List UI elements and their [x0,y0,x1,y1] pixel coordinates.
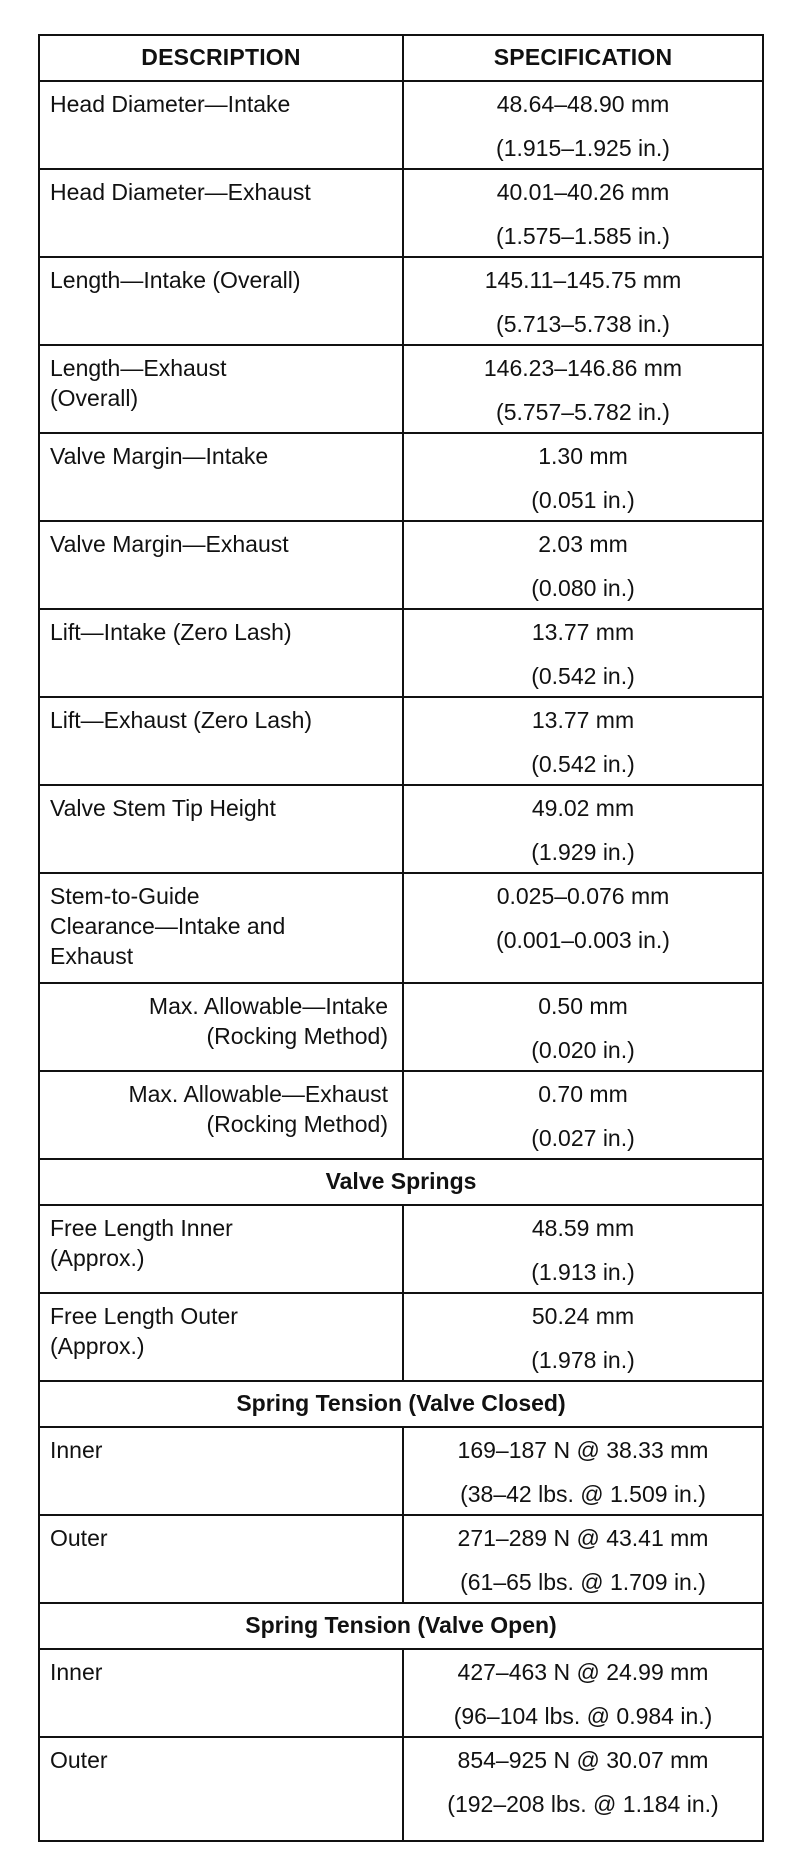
imperial-value: (0.027 in.) [531,1125,635,1151]
section-title-tension-open: Spring Tension (Valve Open) [39,1603,763,1649]
description-line: Lift—Exhaust (Zero Lash) [50,707,313,733]
row-description [39,257,403,345]
row-specification [403,521,763,609]
specification-column-header: SPECIFICATION [403,35,763,81]
table-row [39,1427,763,1515]
table-row [39,1649,763,1737]
row-description [39,609,403,697]
table-row [39,609,763,697]
imperial-value: (5.757–5.782 in.) [496,399,670,425]
table-row [39,1293,763,1381]
row-specification [403,169,763,257]
description-line: Free Length Inner [50,1215,233,1241]
table-row [39,1515,763,1603]
metric-value: 0.025–0.076 mm [496,883,670,909]
description-line: (Approx.) [50,1332,145,1359]
description-line: Outer [50,1747,108,1773]
table-row [39,257,763,345]
table-row [39,697,763,785]
table-row [39,81,763,169]
description-line: (Overall) [50,384,139,411]
imperial-value: (0.020 in.) [531,1037,635,1063]
row-description [39,785,403,873]
description-line: Head Diameter—Exhaust [50,179,311,205]
description-line: (Rocking Method) [206,1022,388,1049]
description-line: Valve Margin—Exhaust [50,531,289,557]
row-description [39,1293,403,1381]
description-line: Valve Stem Tip Height [50,795,276,821]
row-specification [403,433,763,521]
imperial-value: (61–65 lbs. @ 1.709 in.) [460,1569,706,1595]
description-line: (Rocking Method) [206,1110,388,1137]
table-row [39,873,763,983]
imperial-value: (38–42 lbs. @ 1.509 in.) [460,1481,706,1507]
metric-value: 13.77 mm [531,619,635,645]
row-specification [403,609,763,697]
description-line: Inner [50,1437,103,1463]
metric-value: 146.23–146.86 mm [483,355,683,381]
row-specification [403,345,763,433]
row-specification [403,1737,763,1841]
metric-value: 854–925 N @ 30.07 mm [457,1747,709,1773]
section-header-row [39,1159,763,1205]
imperial-value: (5.713–5.738 in.) [496,311,670,337]
metric-value: 1.30 mm [538,443,628,469]
description-line: Length—Exhaust [50,355,227,381]
description-column-header: DESCRIPTION [39,35,403,81]
description-line: Max. Allowable—Intake [148,993,388,1019]
metric-value: 0.70 mm [538,1081,628,1107]
metric-value: 48.64–48.90 mm [496,91,670,117]
imperial-value: (1.915–1.925 in.) [496,135,670,161]
row-specification [403,81,763,169]
imperial-value: (96–104 lbs. @ 0.984 in.) [453,1703,713,1729]
row-specification [403,983,763,1071]
table-row [39,785,763,873]
section-title-tension-closed: Spring Tension (Valve Closed) [39,1381,763,1427]
row-description [39,1737,403,1841]
row-description [39,1427,403,1515]
description-line: Length—Intake (Overall) [50,267,301,293]
row-specification [403,257,763,345]
metric-value: 271–289 N @ 43.41 mm [457,1525,709,1551]
description-line: Inner [50,1659,103,1685]
section-header-row [39,1381,763,1427]
description-line: Lift—Intake (Zero Lash) [50,619,292,645]
description-line: Clearance—Intake and [50,912,286,939]
metric-value: 49.02 mm [531,795,635,821]
imperial-value: (0.051 in.) [531,487,635,513]
description-line: Outer [50,1525,108,1551]
row-description [39,697,403,785]
row-specification [403,1293,763,1381]
metric-value: 145.11–145.75 mm [484,267,682,293]
imperial-value: (1.978 in.) [531,1347,635,1373]
row-description [39,345,403,433]
row-specification [403,1515,763,1603]
imperial-value: (0.001–0.003 in.) [496,927,670,953]
imperial-value: (1.575–1.585 in.) [496,223,670,249]
table-row [39,1071,763,1159]
metric-value: 13.77 mm [531,707,635,733]
description-line: Exhaust [50,942,134,969]
row-description [39,1205,403,1293]
imperial-value: (0.542 in.) [531,751,635,777]
row-description [39,983,403,1071]
metric-value: 40.01–40.26 mm [496,179,670,205]
imperial-value: (0.542 in.) [531,663,635,689]
table-row [39,1737,763,1841]
row-specification [403,1649,763,1737]
valve-specification-table [38,34,764,1842]
table-row [39,345,763,433]
row-specification [403,1205,763,1293]
metric-value: 0.50 mm [538,993,628,1019]
row-specification [403,785,763,873]
imperial-value: (1.929 in.) [531,839,635,865]
row-description [39,873,403,983]
section-header-row [39,1603,763,1649]
row-description [39,1649,403,1737]
description-line: Valve Margin—Intake [50,443,269,469]
row-description [39,521,403,609]
imperial-value: (1.913 in.) [531,1259,635,1285]
description-line: Max. Allowable—Exhaust [128,1081,388,1107]
description-line: Head Diameter—Intake [50,91,291,117]
row-specification [403,873,763,983]
table-row [39,521,763,609]
table-row [39,433,763,521]
metric-value: 50.24 mm [531,1303,635,1329]
table-header-row [39,35,763,81]
row-description [39,1071,403,1159]
row-description [39,1515,403,1603]
row-description [39,81,403,169]
description-line: Stem-to-Guide [50,883,200,909]
row-specification [403,1427,763,1515]
metric-value: 48.59 mm [531,1215,635,1241]
section-title-valve-springs: Valve Springs [39,1159,763,1205]
row-description [39,433,403,521]
imperial-value: (192–208 lbs. @ 1.184 in.) [447,1791,719,1817]
row-specification [403,1071,763,1159]
table-row [39,1205,763,1293]
metric-value: 2.03 mm [538,531,628,557]
row-description [39,169,403,257]
description-line: Free Length Outer [50,1303,238,1329]
row-specification [403,697,763,785]
table-row [39,983,763,1071]
metric-value: 169–187 N @ 38.33 mm [457,1437,709,1463]
metric-value: 427–463 N @ 24.99 mm [457,1659,709,1685]
table-row [39,169,763,257]
description-line: (Approx.) [50,1244,145,1271]
imperial-value: (0.080 in.) [531,575,635,601]
